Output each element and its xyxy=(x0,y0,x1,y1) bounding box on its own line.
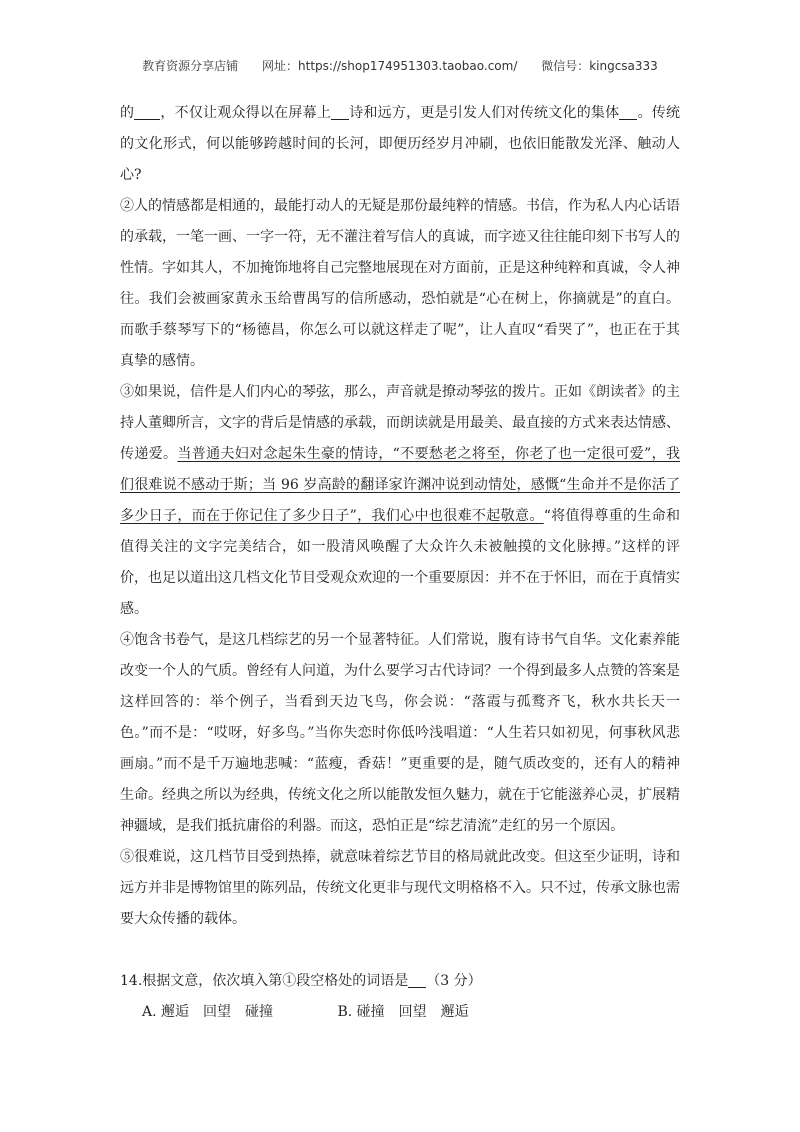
fill-blank-2 xyxy=(331,103,349,120)
shop-name: 教育资源分享店铺 xyxy=(142,59,239,73)
answer-blank xyxy=(408,971,426,988)
page-header xyxy=(0,57,800,74)
option-a[interactable]: A. 邂逅 回望 碰撞 xyxy=(142,1004,274,1020)
question-14-stem: 14.根据文意，依次填入第①段空格处的词语是 （3 分） xyxy=(120,973,482,989)
paragraph-1-continuation: 的 ，不仅让观众得以在屏幕上 诗和远方，更是引发人们对传统文化的集体 。传统的文化形式，何以能够跨越时间的长河，即便历经岁月冲刷，也依旧能散发光泽、触动人心? xyxy=(120,105,681,183)
paragraph-5: ⑤很难说，这几档节目受到热捧，就意味着综艺节目的格局就此改变。但这至少证明，诗和远方并非是博物馆里的陈列品，传统文化更非与现代文明格格不入。只不过，传承文脉也需要大众传播的载体。 xyxy=(120,849,680,927)
fill-blank-3 xyxy=(619,103,637,120)
paragraph-3: ③如果说，信件是人们内心的琴弦，那么，声音就是撩动琴弦的拨片。正如《朗读者》的主持人董卿所言，文字的背后是情感的承载，而朗读就是用最美、最直接的方式来表达情感、传递爱。当普通夫妇对念起朱生豪的情诗，“不要愁老之将至，你老了也一定很可爱”，我们很难说不感动于斯；当 96 岁高龄的翻译家许渊冲说到动情处，感慨“生命并不是你活了多少日子，而在于你记住了多少日子”，我们心中也很难不起敬意。“将值得尊重的生命和值得关注的文字完美结合，如一股清风唤醒了大众许久未被触摸的文化脉搏。”这样的评价，也足以道出这几档文化节目受观众欢迎的一个重要原因：并不在于怀旧，而在于真情实感。 xyxy=(120,384,681,617)
article-body xyxy=(120,98,680,1028)
fill-blank-1 xyxy=(134,103,160,120)
paragraph-4: ④饱含书卷气，是这几档综艺的另一个显著特征。人们常说，腹有诗书气自华。文化素养能改变一个人的气质。曾经有人问道，为什么要学习古代诗词？一个得到最多人点赞的答案是这样回答的：举个例子，当看到天边飞鸟，你会说：“落霞与孤鹜齐飞，秋水共长天一色。”而不是：“哎呀，好多鸟。”当你失恋时你低吟浅唱道：“人生若只如初见，何事秋风悲画扇。”而不是千万遍地悲喊：“蓝瘦，香菇！”更重要的是，随气质改变的，还有人的精神生命。经典之所以为经典，传统文化之所以能散发恒久魅力，就在于它能滋养心灵，扩展精神疆域，是我们抵抗庸俗的利器。而这，恐怕正是“综艺清流”走红的另一个原因。 xyxy=(120,632,680,834)
shop-url[interactable]: 网址：https://shop174951303.taobao.com/ xyxy=(262,59,518,73)
paragraph-2: ②人的情感都是相通的，最能打动人的无疑是那份最纯粹的情感。书信，作为私人内心话语的承载，一笔一画、一字一符，无不灌注着写信人的真诚，而字迹又往往能印刻下书写人的性情。字如其人，不加掩饰地将自己完整地展现在对方面前，正是这种纯粹和真诚，令人神往。我们会被画家黄永玉给曹禺写的信所感动，恐怕就是“心在树上，你摘就是”的直白。而歌手蔡琴写下的“杨德昌，你怎么可以就这样走了呢”，让人直叹“看哭了”，也正在于其真挚的感情。 xyxy=(120,198,680,369)
wechat-id: 微信号：kingcsa333 xyxy=(541,59,658,73)
question-14-options xyxy=(120,997,680,1028)
underlined-sentence: 当普通夫妇对念起朱生豪的情诗，“不要愁老之将至，你老了也一定很可爱”，我们很难说不感动于斯；当 96 岁高龄的翻译家许渊冲说到动情处，感慨“生命并不是你活了多少日子，而在于你记住了多少日子”，我们心中也很难不起敬意。 xyxy=(120,446,681,524)
option-b[interactable]: B. 碰撞 回望 邂逅 xyxy=(337,1004,469,1020)
